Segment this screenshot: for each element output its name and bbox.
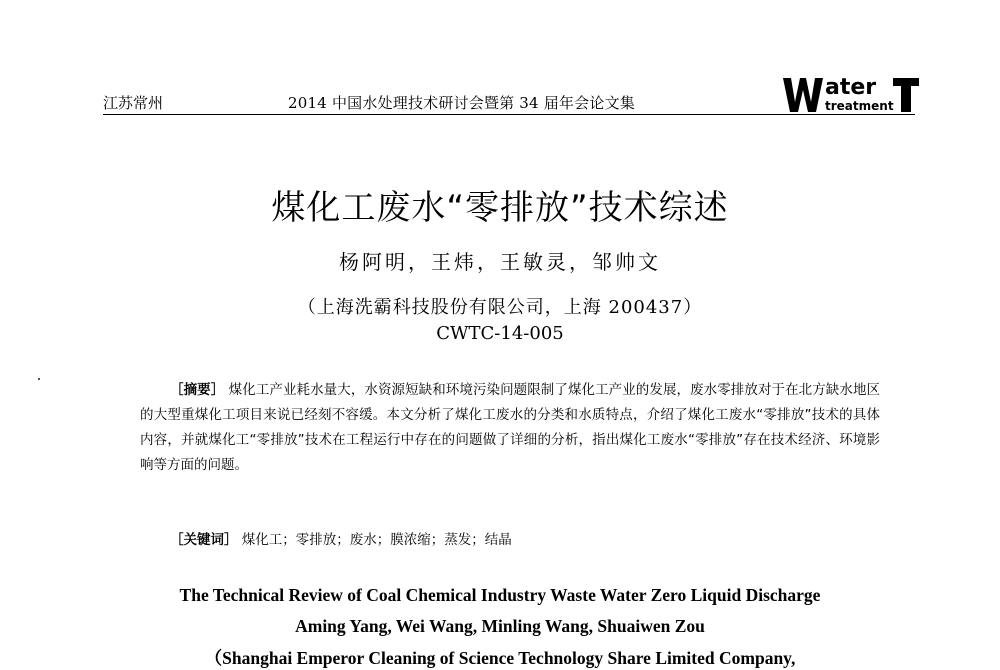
paper-affiliation: （上海洗霸科技股份有限公司，上海 200437）: [297, 297, 703, 318]
logo-text-treatment: treatment: [825, 99, 894, 113]
running-header: [103, 75, 915, 113]
abstract-text: 煤化工产业耗水量大，水资源短缺和环境污染问题限制了煤化工产业的发展，废水零排放对于在北方缺水地区的大型重煤化工项目来说已经刻不容缓。本文分析了煤化工废水的分类和水质特点，介绍了煤化工废水“零排放”技术的具体内容，并就煤化工“零排放”技术在工程运行中存在的问题做了详细的分析，指出煤化工废水“零排放”存在技术经济、环境影响等方面的问题。: [140, 382, 881, 473]
english-title: The Technical Review of Coal Chemical Industry Waste Water Zero Liquid Discharge: [179, 585, 821, 605]
water-treatment-logo: [781, 72, 921, 114]
keywords-text: 煤化工；零排放；废水；膜浓缩；蒸发；结晶: [241, 532, 512, 548]
paper-title: 煤化工废水“零排放”技术综述: [271, 188, 729, 228]
keywords-label: ［关键词］: [170, 532, 238, 548]
english-affiliation: （Shanghai Emperor Cleaning of Science Technology Share Limited Company,: [204, 648, 796, 668]
abstract-label: ［摘要］: [170, 382, 225, 398]
english-authors: Aming Yang, Wei Wang, Minling Wang, Shuaiwen Zou: [295, 616, 705, 636]
logo-text-ater: ater: [825, 75, 877, 100]
header-location: 江苏常州: [103, 94, 164, 112]
header-rule: [103, 114, 915, 115]
abstract: [140, 378, 880, 478]
paper-code: CWTC-14-005: [436, 323, 564, 344]
keywords: [170, 528, 512, 548]
header-proceedings-title: 2014 中国水处理技术研讨会暨第 34 届年会论文集: [288, 94, 635, 112]
paper-authors: 杨阿明，王炜，王敏灵，邹帅文: [339, 250, 661, 274]
scan-speck: [38, 378, 40, 380]
